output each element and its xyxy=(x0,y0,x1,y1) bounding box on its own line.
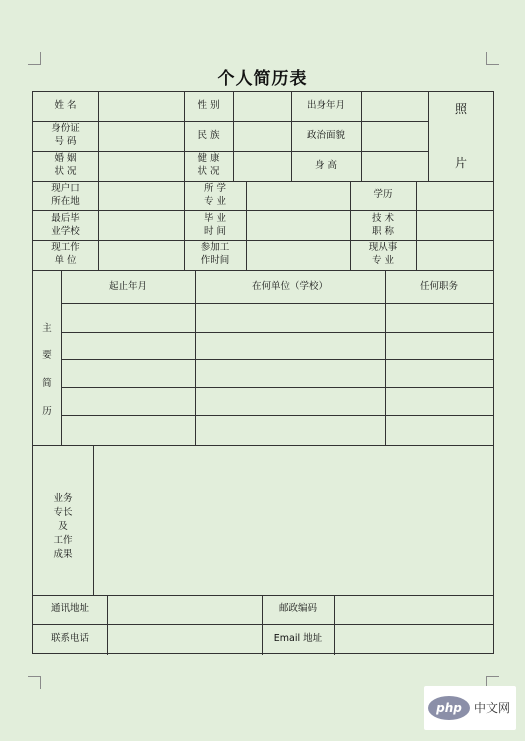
achievements-label-2: 专长 xyxy=(53,507,73,518)
label-current-profession-1: 现从事 xyxy=(368,242,398,253)
resume-form-table xyxy=(32,91,494,654)
label-health-2: 状 况 xyxy=(197,166,220,177)
label-technical-title-2: 职 称 xyxy=(371,226,395,237)
label-political-status: 政治面貌 xyxy=(306,130,345,141)
label-current-employer-1: 现工作 xyxy=(51,242,80,253)
history-side-char-4: 历 xyxy=(42,406,52,417)
label-name: 姓 名 xyxy=(54,100,77,111)
document-title: 个人简历表 xyxy=(217,69,308,89)
php-logo: php xyxy=(428,696,470,720)
label-health-1: 健 康 xyxy=(197,153,220,164)
label-height: 身 高 xyxy=(314,160,338,171)
label-id-number-2: 号 码 xyxy=(54,136,77,147)
label-major-1: 所 学 xyxy=(203,183,227,194)
label-id-number-1: 身份证 xyxy=(51,123,80,134)
label-marital-2: 状 况 xyxy=(54,166,77,177)
history-header-period: 起止年月 xyxy=(108,281,147,292)
label-hukou-1: 现户口 xyxy=(51,183,80,194)
history-header-unit: 在何单位（学校） xyxy=(251,281,328,292)
label-work-start-1: 参加工 xyxy=(200,242,230,253)
label-hukou-2: 所在地 xyxy=(51,196,80,207)
label-graduated-school-1: 最后毕 xyxy=(51,213,80,224)
label-education: 学历 xyxy=(373,189,393,200)
watermark-text: 中文网 xyxy=(474,701,511,715)
label-major-2: 专 业 xyxy=(203,196,227,207)
achievements-label-5: 成果 xyxy=(53,549,73,560)
achievements-label-1: 业务 xyxy=(53,493,73,504)
label-email: Email 地址 xyxy=(273,633,323,644)
label-graduation-time-1: 毕 业 xyxy=(203,213,227,224)
photo-placeholder[interactable] xyxy=(429,92,493,181)
achievements-label-4: 工作 xyxy=(53,535,73,546)
page-corner-mark-bottom-left xyxy=(28,676,41,689)
label-phone: 联系电话 xyxy=(50,633,89,644)
history-side-char-1: 主 xyxy=(42,323,52,334)
site-watermark xyxy=(424,686,516,730)
label-graduated-school-2: 业学校 xyxy=(51,226,80,237)
label-technical-title-1: 技 术 xyxy=(371,213,395,224)
label-work-start-2: 作时间 xyxy=(200,255,230,266)
history-header-position: 任何职务 xyxy=(419,281,458,292)
label-mailing-address: 通讯地址 xyxy=(50,603,89,614)
history-side-char-2: 要 xyxy=(42,350,52,361)
label-birth-date: 出身年月 xyxy=(306,100,345,111)
label-ethnicity: 民 族 xyxy=(197,130,220,141)
history-side-char-3: 简 xyxy=(42,378,52,389)
label-marital-1: 婚 姻 xyxy=(54,153,77,164)
label-gender: 性 别 xyxy=(197,100,220,111)
label-graduation-time-2: 时 间 xyxy=(203,226,227,237)
photo-label-top: 照 xyxy=(454,102,467,116)
label-current-employer-2: 单 位 xyxy=(54,255,77,266)
label-current-profession-2: 专 业 xyxy=(371,255,395,266)
label-postcode: 邮政编码 xyxy=(278,603,317,614)
achievements-label-3: 及 xyxy=(58,521,68,532)
photo-label-bottom: 片 xyxy=(454,156,467,170)
